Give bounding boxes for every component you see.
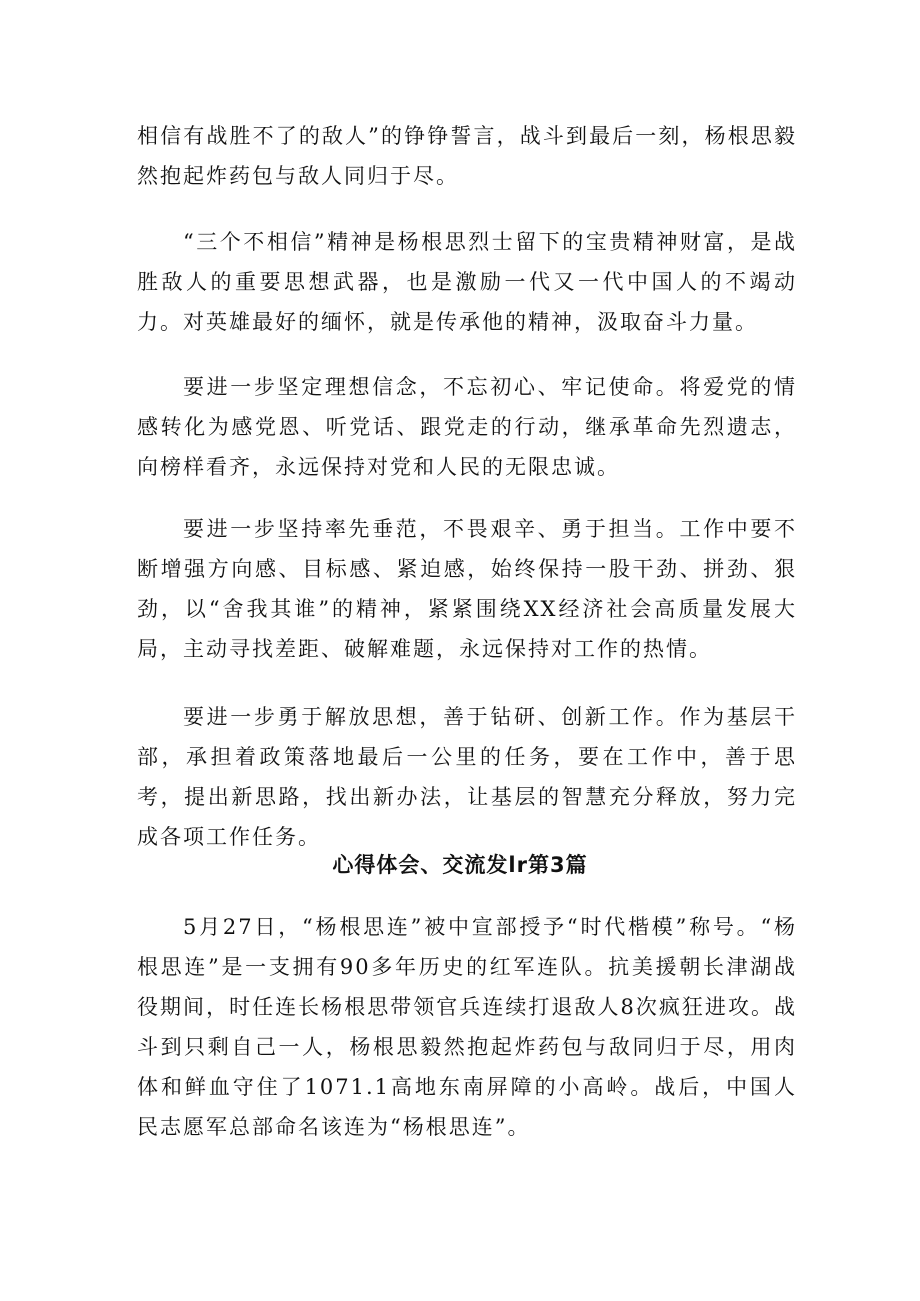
- paragraph-ideals: 要进一步坚定理想信念，不忘初心、牢记使命。将爱党的情感转化为感党恩、听党话、跟党走的行动，继承革命先烈遗志，向榜样看齐，永远保持对党和人民的无限忠诚。: [137, 375, 797, 479]
- paragraph-section-intro: 5月27日，“杨根思连”被中宣部授予“时代楷模”称号。“杨根思连”是一支拥有90多年历史的红军连队。抗美援朝长津湖战役期间，时任连长杨根思带领官兵连续打退敌人8次疯狂进攻。战斗到只剩自己一人，杨根思毅然抱起炸药包与敌同归于尽，用肉体和鲜血守住了1071.1高地东南屏障的小高岭。战后，中国人民志愿军总部命名该连为“杨根思连”。: [137, 915, 797, 1139]
- paragraph-spirit: “三个不相信”精神是杨根思烈士留下的宝贵精神财富，是战胜敌人的重要思想武器，也是激励一代又一代中国人的不竭动力。对英雄最好的缅怀，就是传承他的精神，汲取奋斗力量。: [137, 230, 797, 334]
- paragraph-innovation: 要进一步勇于解放思想，善于钻研、创新工作。作为基层干部，承担着政策落地最后一公里的任务，要在工作中，善于思考，提出新思路，找出新办法，让基层的智慧充分释放，努力完成各项工作任务。: [137, 705, 797, 849]
- section-heading: 心得体会、交流发lr第3篇: [332, 853, 588, 877]
- paragraph-continuation: 相信有战胜不了的敌人”的铮铮誓言，战斗到最后一刻，杨根思毅然抱起炸药包与敌人同归于尽。: [137, 124, 797, 188]
- paragraph-example: 要进一步坚持率先垂范，不畏艰辛、勇于担当。工作中要不断增强方向感、目标感、紧迫感，始终保持一股干劲、拼劲、狠劲，以“舍我其谁”的精神，紧紧围绕XX经济社会高质量发展大局，主动寻找差距、破解难题，永远保持对工作的热情。: [137, 517, 797, 661]
